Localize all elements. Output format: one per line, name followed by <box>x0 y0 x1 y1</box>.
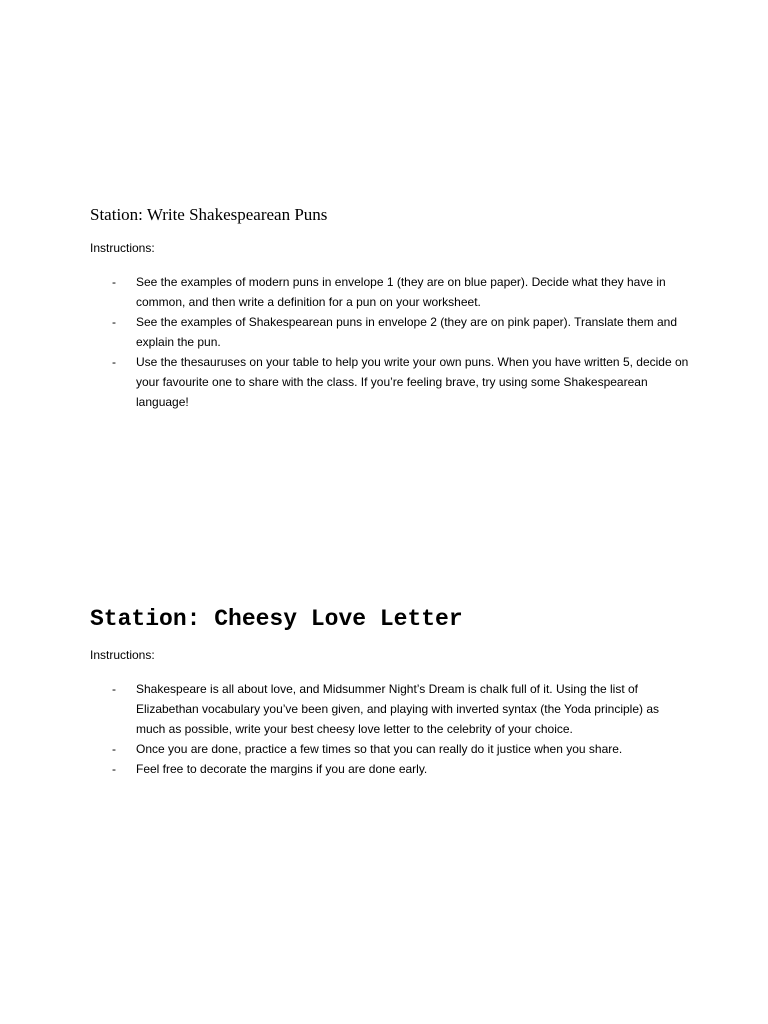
instruction-list <box>90 679 690 779</box>
bullet-dash: - <box>112 315 116 329</box>
list-item <box>90 272 690 312</box>
list-item-text: Once you are done, practice a few times so that you can really do it justice when you share. <box>136 742 623 756</box>
bullet-dash: - <box>112 762 116 776</box>
instructions-label: Instructions: <box>90 241 155 255</box>
bullet-dash: - <box>112 275 116 289</box>
station-puns <box>90 204 690 412</box>
list-item <box>90 759 690 779</box>
list-item-text: Feel free to decorate the margins if you are done early. <box>136 762 428 776</box>
list-item-text: Shakespeare is all about love, and Midsummer Night’s Dream is chalk full of it. Using the list of Elizabethan vocabulary you’ve been given, and playing with inverted syntax (the Yoda principle) as much as possible, write your best cheesy love letter to the celebrity of your choice. <box>136 682 659 736</box>
station-title: Station: Cheesy Love Letter <box>90 606 463 632</box>
bullet-dash: - <box>112 355 116 369</box>
bullet-dash: - <box>112 742 116 756</box>
list-item <box>90 312 690 352</box>
instruction-list <box>90 272 690 412</box>
list-item <box>90 739 690 759</box>
station-love-letter <box>90 604 690 779</box>
list-item-text: See the examples of Shakespearean puns in envelope 2 (they are on pink paper). Translate them and explain the pun. <box>136 315 678 349</box>
list-item-text: See the examples of modern puns in envelope 1 (they are on blue paper). Decide what they have in common, and then write a definition for a pun on your worksheet. <box>136 275 666 309</box>
instructions-label: Instructions: <box>90 648 155 662</box>
station-title: Station: Write Shakespearean Puns <box>90 205 328 224</box>
list-item <box>90 679 690 739</box>
list-item <box>90 352 690 412</box>
list-item-text: Use the thesauruses on your table to help you write your own puns. When you have written 5, decide on your favourite one to share with the class. If you’re feeling brave, try using some Shakespearean language! <box>136 355 689 409</box>
bullet-dash: - <box>112 682 116 696</box>
